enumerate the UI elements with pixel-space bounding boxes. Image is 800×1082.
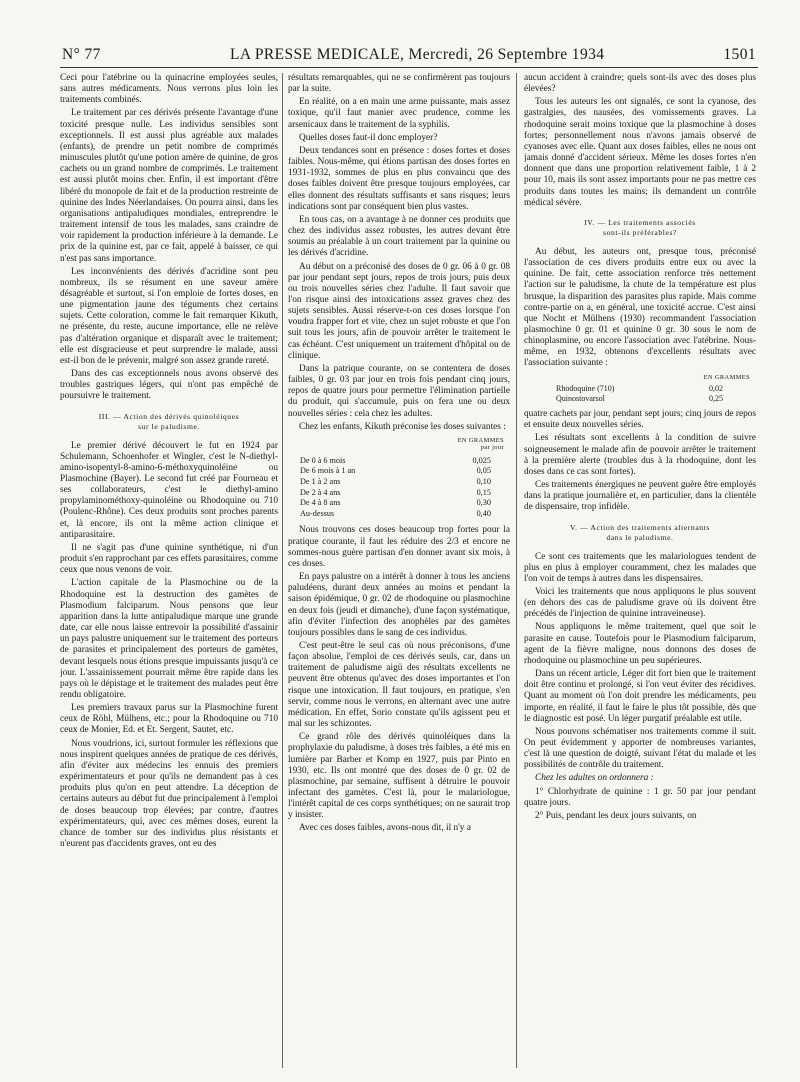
section-heading: [524, 218, 756, 238]
association-table: [556, 384, 723, 404]
section-heading-line: IV. — Les traitements associés: [584, 217, 696, 227]
drug-name: Rhodoquine (710): [556, 384, 615, 394]
paragraph: Nous pouvons schématiser nos traitements comme il suit. On peut évidemment y apporter de nombreuses variantes, c'est là une question de doigté, suivant l'état du malade et les possibilités de contrôle du traitement.: [524, 726, 756, 771]
dose-value: 0,15: [476, 487, 491, 497]
table-row: [300, 456, 491, 467]
dose-unit-sublabel: par jour: [480, 444, 504, 452]
section-heading: [524, 523, 756, 543]
table-row: [300, 477, 491, 488]
association-table-header: EN GRAMMES: [703, 373, 750, 381]
page-header: [62, 46, 756, 64]
header-rule: [60, 67, 758, 68]
column-divider: [516, 73, 517, 1068]
paragraph: Ce sont ces traitements que les malariologues tendent de plus en plus à employer couramment, chez les malades que l'on voit de temps à autres dans les dispensaires.: [524, 551, 756, 584]
paragraph: 2° Puis, pendant les deux jours suivants, on: [535, 810, 697, 821]
column-3: [524, 73, 756, 1073]
dose-table: [300, 456, 491, 520]
paragraph: Ceci pour l'atébrine ou la quinacrine employées seules, sans autres médicaments. Nous verrons plus loin les traitements combinés.: [60, 73, 278, 106]
paragraph: Nous trouvons ces doses beaucoup trop fortes pour la pratique courante, il faut les réduire des 2/3 et encore ne sommes-nous guère partisan d'en donner avant six mois, à ces doses.: [288, 525, 510, 569]
paragraph: En tous cas, on a avantage à ne donner ces produits que chez des individus assez robustes, les autres devant être soumis au préalable à un court traitement par la quinine ou les dérivés d'acridine.: [288, 214, 510, 259]
dose-age: De 0 à 6 mois: [300, 455, 346, 465]
column-divider: [282, 73, 283, 1068]
paragraph: Dans un récent article, Léger dit fort bien que le traitement doit être continu et prolongé, si l'on veut éviter des récidives. Quant au moment où l'on doit prendre les médicaments, peu importe, en réalité, il faut le faire le plus tôt possible, dès que le diagnostic est posé. Un léger purgatif préalable est utile.: [524, 669, 756, 724]
paragraph: Ces traitements énergiques ne peuvent guère être employés dans la pratique journalière et, en particulier, dans la clientèle de dispensaire, trop infidèle.: [524, 480, 756, 513]
table-row: [556, 384, 723, 394]
page-number: 1501: [723, 46, 756, 63]
dose-age: De 4 à 8 ans: [300, 498, 341, 508]
paragraph: Les inconvénients des dérivés d'acridine sont peu nombreux, ils se résument en une saveur amère désagréable et surtout, si l'on emploie de fortes doses, en une pigmentation jaune des téguments chez certains sujets. Cette coloration, comme le fait remarquer Kikuth, ne présente, du reste, aucune importance, elle ne relève pas d'altération organique et disparaît avec le traitement; elle est disgracieuse et peut surprendre le malade, aussi est-il bon de le prévenir, malgré son assez grande rareté.: [60, 266, 278, 366]
table-row: [300, 498, 491, 509]
dose-table-header: [288, 437, 504, 452]
paragraph: Avec ces doses faibles, avons-nous dit, il n'y a: [299, 823, 471, 834]
paragraph: Dans des cas exceptionnels nous avons observé des troubles gastriques légers, qui n'ont pas empêché de poursuivre le traitement.: [60, 369, 278, 402]
paragraph: Nous voudrions, ici, surtout formuler les réflexions que nous inspirent quelques années de pratique de ces dérivés, afin d'éviter aux médecins les ennuis des premiers expérimentateurs et pour qu'ils ne demandent pas à ces produits plus qu'on en peut attendre. La déception de certains auteurs au début fut due principalement à l'emploi de doses beaucoup trop élevées; par contre, d'autres expérimentateurs, qui, avec ces mêmes doses, eurent la chance de tomber sur des individus plus résistants et n'eurent pas d'accidents graves, ont eu des: [60, 738, 278, 849]
paragraph: Nous appliquons le même traitement, quel que soit le parasite en cause. Toutefois pour le Plasmodium falciparum, agent de la fièvre maligne, nous donnons des doses de rhodoquine ou plasmochine un peu supérieures.: [524, 622, 756, 666]
dose-age: Au-dessus: [300, 508, 335, 518]
section-heading-line: sont-ils préférables?: [603, 227, 677, 237]
table-row: [300, 488, 491, 499]
drug-dose: 0,02: [709, 384, 724, 394]
paragraph: En pays palustre on a intérêt à donner à tous les anciens paludéens, durant deux années au moins et pendant la saison épidémique, 0 gr. 02 de rhodoquine ou plasmochine en deux fois (jeudi et dimanche), d'une façon systématique, afin d'éviter l'infection des anophèles par des gamètes toujours possibles dans le sang de ces individus.: [288, 572, 510, 638]
paragraph: Le premier dérivé découvert le fut en 1924 par Schulemann, Schoenhofer et Wingler, c'est le N-diethyl-amino-isopentyl-8-amino-6-méthoxyquinoléine ou Plasmochine (Bayer). Le second fut créé par Fourneau et ses collaborateurs, c'est le diethyl-amino propylaminométhoxy-quinoléine ou Rhodoquine ou 710 (Poulenc-Rhône). Ces deux produits sont proches parents et, là encore, ils ont la même action clinique et antiparasitaire.: [60, 440, 278, 540]
paragraph: Le traitement par ces dérivés présente l'avantage d'une toxicité presque nulle. Les individus sensibles sont exceptionnels. Il est aussi plus agréable aux malades (enfants), de prendre un petit nombre de comprimés minuscules plutôt qu'une potion amère de quinine, de gros cachets ou un grand nombre de comprimés. Le traitement est aussi plutôt moins cher. Enfin, il est important d'être libéré du monopole de fait et de la production restreinte de quinine des Indes Néerlandaises. On pourra ainsi, dans les organisations antipaludiques mondiales, entreprendre le traitement intensif de tous les malades, sans craindre de voir rapidement la production inférieure à la demande. Le prix de la quinine est, par ce fait, appelé à baisser, ce qui n'est pas sans importance.: [60, 108, 278, 264]
paragraph: aucun accident à craindre; quels sont-ils avec des doses plus élevées?: [524, 73, 756, 95]
section-heading: [60, 412, 278, 432]
drug-dose: 0,25: [709, 394, 724, 404]
paragraph: Il ne s'agit pas d'une quinine synthétique, ni d'un produit s'en rapprochant par ces effets parasitaires, comme ceux que nous venons de voir.: [60, 542, 278, 576]
section-heading-line: V. — Action des traitements alternants: [570, 522, 710, 532]
table-row: [300, 509, 491, 520]
column-1: [60, 73, 278, 1073]
issue-number: N° 77: [62, 46, 101, 63]
dose-unit-label: EN GRAMMES: [457, 436, 504, 444]
paragraph: Au début on a préconisé des doses de 0 gr. 06 à 0 gr. 08 par jour pendant sept jours, repos de trois jours, puis deux ou trois nouvelles séries chez l'adulte. Il faut savoir que l'on risque ainsi des intoxications assez graves chez des sujets sensibles. Aussi réserve-t-on ces doses lorsque l'on voudra frapper fort et vite, chez un sujet robuste et que l'on suit tous les jours, afin de pouvoir arrêter le traitement le cas échéant. C'est uniquement un traitement d'hôpital ou de clinique.: [288, 261, 510, 361]
section-heading-line: dans le paludisme.: [606, 532, 674, 542]
paragraph: Voici les traitements que nous appliquons le plus souvent (en dehors des cas de paludisme grave où ils doivent être précédés de l'injection de quinine intraveineuse).: [524, 586, 756, 620]
paragraph: Deux tendances sont en présence : doses fortes et doses faibles. Nous-même, qui étions partisan des doses fortes en 1931-1932, sommes de plus en plus convaincu que des doses faibles doivent être presque toujours employées, car elles donnent des résultats suffisants et sans risques; leurs indications sont par conséquent bien plus vastes.: [288, 145, 510, 212]
paragraph: 1° Chlorhydrate de quinine : 1 gr. 50 par jour pendant quatre jours.: [524, 786, 756, 808]
section-heading-line: sur le paludisme.: [138, 421, 200, 431]
table-row: [300, 466, 491, 477]
dose-age: De 2 à 4 ans: [300, 487, 341, 497]
dose-value: 0,025: [472, 455, 491, 465]
paragraph: Les premiers travaux parus sur la Plasmochine furent ceux de Röhl, Mülhens, etc.; pour la Rhodoquine ou 710 ceux de Monier, Ed. et Et. Sergent, Sautet, etc.: [60, 703, 278, 736]
paragraph: Les résultats sont excellents à la condition de suivre soigneusement le malade afin de pouvoir arrêter le traitement à la première alerte (troubles dus à la rhodoquine, dont les doses dans ce cas sont fortes).: [524, 433, 756, 477]
paragraph: Au début, les auteurs ont, presque tous, préconisé l'association de ces divers produits entre eux ou avec la quinine. De fait, cette association renforce très nettement l'action sur le paludisme, la chute de la température est plus brusque, la disparition des parasites plus rapide. Mais comme contre-partie on a, en général, une toxicité accrue. C'est ainsi que Nocht et Mülhens (1930) recommandent l'association plasmochine 0 gr. 01 et quinine 0 gr. 30 sous le nom de chinoplasmine, ou encore l'association avec l'atébrine. Nous-même, en 1932, obtenons d'excellents résultats avec l'association suivante :: [524, 246, 756, 369]
journal-title: LA PRESSE MEDICALE, Mercredi, 26 Septembre 1934: [230, 46, 605, 63]
drug-name: Quinostovarsol: [556, 394, 605, 404]
paragraph: résultats remarquables, qui ne se confirmèrent pas toujours par la suite.: [288, 73, 510, 95]
dose-value: 0,40: [476, 508, 491, 518]
dose-value: 0,30: [476, 498, 491, 508]
paragraph: Quelles doses faut-il donc employer?: [299, 132, 438, 143]
dose-value: 0,05: [476, 466, 491, 476]
paragraph: Ce grand rôle des dérivés quinoléiques dans la prophylaxie du paludisme, à doses très faibles, a été mis en lumière par Barber et Komp en 1927, puis par Pinto en 1930, etc. Ils ont montré que des doses de 0 gr. 02 de plasmochine, par semaine, suffisent à détruire le pouvoir infectant des gamètes. C'est là, pour le malariologue, l'intérêt capital de ces corps synthétiques; on ne saurait trop y insister.: [288, 732, 510, 821]
column-2: [288, 73, 510, 1073]
dose-age: De 6 mois à 1 an: [300, 466, 356, 476]
paragraph: L'action capitale de la Plasmochine ou de la Rhodoquine est la destruction des gamètes de Plasmodium falciparum. Nous pensons que leur apparition dans la lutte antipaludique marque une grande date, car elle nous laisse entrevoir la possibilité d'assainir un pays palustre uniquement sur le traitement des porteurs de parasites et principalement des porteurs de gamètes, devant lesquels nous étions presque impuissants jusqu'à ce jour. L'assainissement pourrait même être rapide dans les pays où le dépistage et le traitement des malades peut être rendu obligatoire.: [60, 578, 278, 700]
dose-age: De 1 à 2 ans: [300, 477, 341, 487]
paragraph: Chez les enfants, Kikuth préconise les doses suivantes :: [299, 421, 506, 432]
paragraph: Tous les auteurs les ont signalés, ce sont la cyanose, des gastralgies, des nausées, des vomissements graves. La rhodoquine serait moins toxique que la plasmochine à doses fortes; personnellement nous n'avons jamais observé de cyanoses avec elle. Quant aux doses faibles, elles ne nous ont jamais donné d'accident sérieux. Même les doses fortes n'en donnent que dans une proportion relativement faible, 1 à 2 pour 10, mais ils sont assez importants pour ne pas mettre ces produits dans toutes les mains; ils demandent un contrôle médical sévère.: [524, 97, 756, 208]
dose-value: 0,10: [476, 477, 491, 487]
table-row: [556, 394, 723, 404]
paragraph: Chez les adultes on ordonnera :: [535, 773, 654, 784]
paragraph: Dans la patrique courante, on se contentera de doses faibles, 0 gr. 03 par jour en trois fois pendant cinq jours, repos de quatre jours pour permettre l'élimination partielle du produit, qui s'accumule, puis on fera une ou deux nouvelles séries : cela chez les adultes.: [288, 363, 510, 419]
section-heading-line: III. — Action des dérivés quinoléiques: [98, 411, 240, 421]
paragraph: quatre cachets par jour, pendant sept jours; cinq jours de repos et ensuite deux nouvelles séries.: [524, 409, 756, 431]
paragraph: En réalité, on a en main une arme puissante, mais assez toxique, qu'il faut manier avec prudence, comme les arsenicaux dans le traitement de la syphilis.: [288, 97, 510, 130]
paragraph: C'est peut-être le seul cas où nous préconisons, d'une façon absolue, l'emploi de ces dérivés seuls, car, dans un traitement de paludisme aigü des résultats excellents ne peuvent être obtenus qu'avec des doses importantes et l'on risque une intoxication. Il faut toujours, en pratique, s'en servir, comme nous le verrons, en alternant avec une autre médication. En effet, Sorio constate qu'ils agissent peu et mal sur les schizontes.: [288, 640, 510, 730]
